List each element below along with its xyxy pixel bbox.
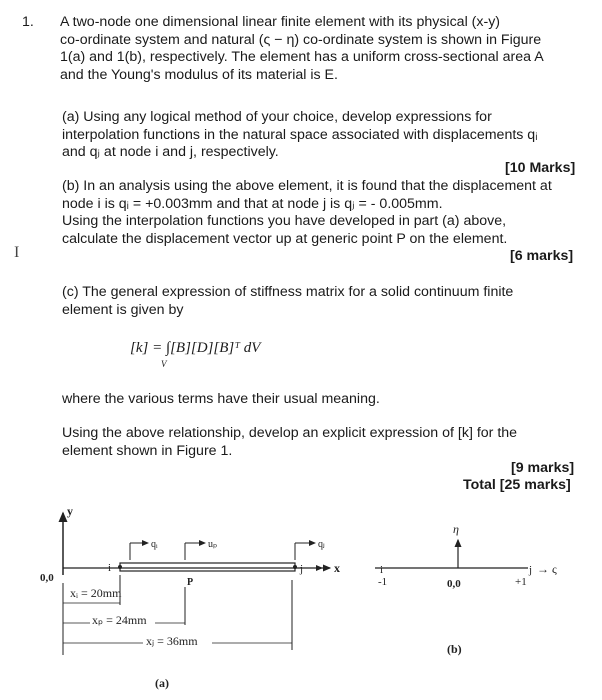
total-marks: Total [25 marks] bbox=[463, 477, 571, 493]
part-b-marks: [6 marks] bbox=[510, 248, 574, 264]
stiffness-equation: [k] = ∫[B][D][B]ᵀ dV bbox=[130, 340, 261, 356]
node-i-marker bbox=[118, 565, 122, 569]
intro-line: 1(a) and 1(b), respectively. The element has a uniform cross-sectional area A bbox=[60, 49, 544, 65]
plus-one-label: +1 bbox=[515, 576, 527, 588]
part-c-line: element is given by bbox=[62, 301, 184, 318]
part-c-text bbox=[62, 284, 513, 319]
part-c-after-1: where the various terms have their usual meaning. bbox=[62, 391, 380, 407]
node-j-label: j bbox=[300, 563, 304, 575]
part-a-line: interpolation functions in the natural space associated with displacements qᵢ bbox=[62, 126, 538, 143]
part-a-text bbox=[62, 109, 537, 162]
qi-label: qᵢ bbox=[151, 539, 158, 550]
part-a-line: and qⱼ at node i and j, respectively. bbox=[62, 144, 279, 160]
part-c-line: Using the above relationship, develop an explicit expression of [k] for the bbox=[62, 425, 518, 441]
figure-b-caption: (b) bbox=[447, 642, 462, 656]
qj-label: qⱼ bbox=[318, 539, 325, 550]
figure-b bbox=[375, 522, 557, 656]
up-label: uₚ bbox=[208, 539, 218, 550]
equation-subscript: V bbox=[161, 359, 167, 369]
node-i-label: i bbox=[108, 562, 112, 574]
x-axis-label: x bbox=[334, 561, 340, 575]
figure-1 bbox=[0, 495, 602, 700]
xi-dimension: xᵢ = 20mm bbox=[70, 586, 122, 600]
intro-line: A two-node one dimensional linear finite element with its physical (x-y) bbox=[60, 14, 501, 30]
text-cursor-icon: I bbox=[14, 244, 20, 261]
eta-label: η bbox=[453, 522, 459, 536]
part-b-line: node i is qᵢ = +0.003mm and that at node j is qⱼ = - 0.005mm. bbox=[62, 195, 443, 212]
origin-label-b: 0,0 bbox=[447, 578, 461, 590]
part-b-line: (b) In an analysis using the above element, it is found that the displacement at bbox=[62, 178, 552, 194]
node-i-label-b: i bbox=[380, 564, 384, 576]
question-number: 1. bbox=[22, 14, 34, 30]
figure-a-caption: (a) bbox=[155, 676, 169, 690]
node-j-label-b: j bbox=[529, 564, 533, 576]
zeta-arrow-label: → ς bbox=[537, 562, 557, 576]
part-c-marks: [9 marks] bbox=[511, 460, 575, 476]
figure-a bbox=[40, 504, 340, 690]
point-p-label: P bbox=[187, 577, 194, 588]
question-intro bbox=[60, 14, 544, 84]
origin-label: 0,0 bbox=[40, 572, 54, 584]
part-b-text bbox=[62, 178, 552, 248]
minus-one-label: -1 bbox=[378, 576, 388, 588]
part-c-line: element shown in Figure 1. bbox=[62, 442, 233, 459]
part-b-line: calculate the displacement vector up at generic point P on the element. bbox=[62, 230, 508, 247]
part-a-marks: [10 Marks] bbox=[505, 160, 576, 176]
part-b-line: Using the interpolation functions you have developed in part (a) above, bbox=[62, 213, 507, 229]
node-j-marker bbox=[293, 565, 297, 569]
element-bar bbox=[120, 563, 295, 571]
xj-dimension: xⱼ = 36mm bbox=[146, 634, 198, 648]
intro-line: co-ordinate system and natural (ς − η) co-ordinate system is shown in Figure bbox=[60, 31, 542, 48]
part-c-after-text bbox=[62, 425, 517, 460]
intro-line: and the Young's modulus of its material is E. bbox=[60, 66, 338, 83]
part-c-line: (c) The general expression of stiffness matrix for a solid continuum finite bbox=[62, 284, 514, 300]
xp-dimension: xₚ = 24mm bbox=[92, 613, 147, 627]
y-axis-label: y bbox=[67, 504, 73, 518]
part-a-line: (a) Using any logical method of your choice, develop expressions for bbox=[62, 109, 492, 125]
